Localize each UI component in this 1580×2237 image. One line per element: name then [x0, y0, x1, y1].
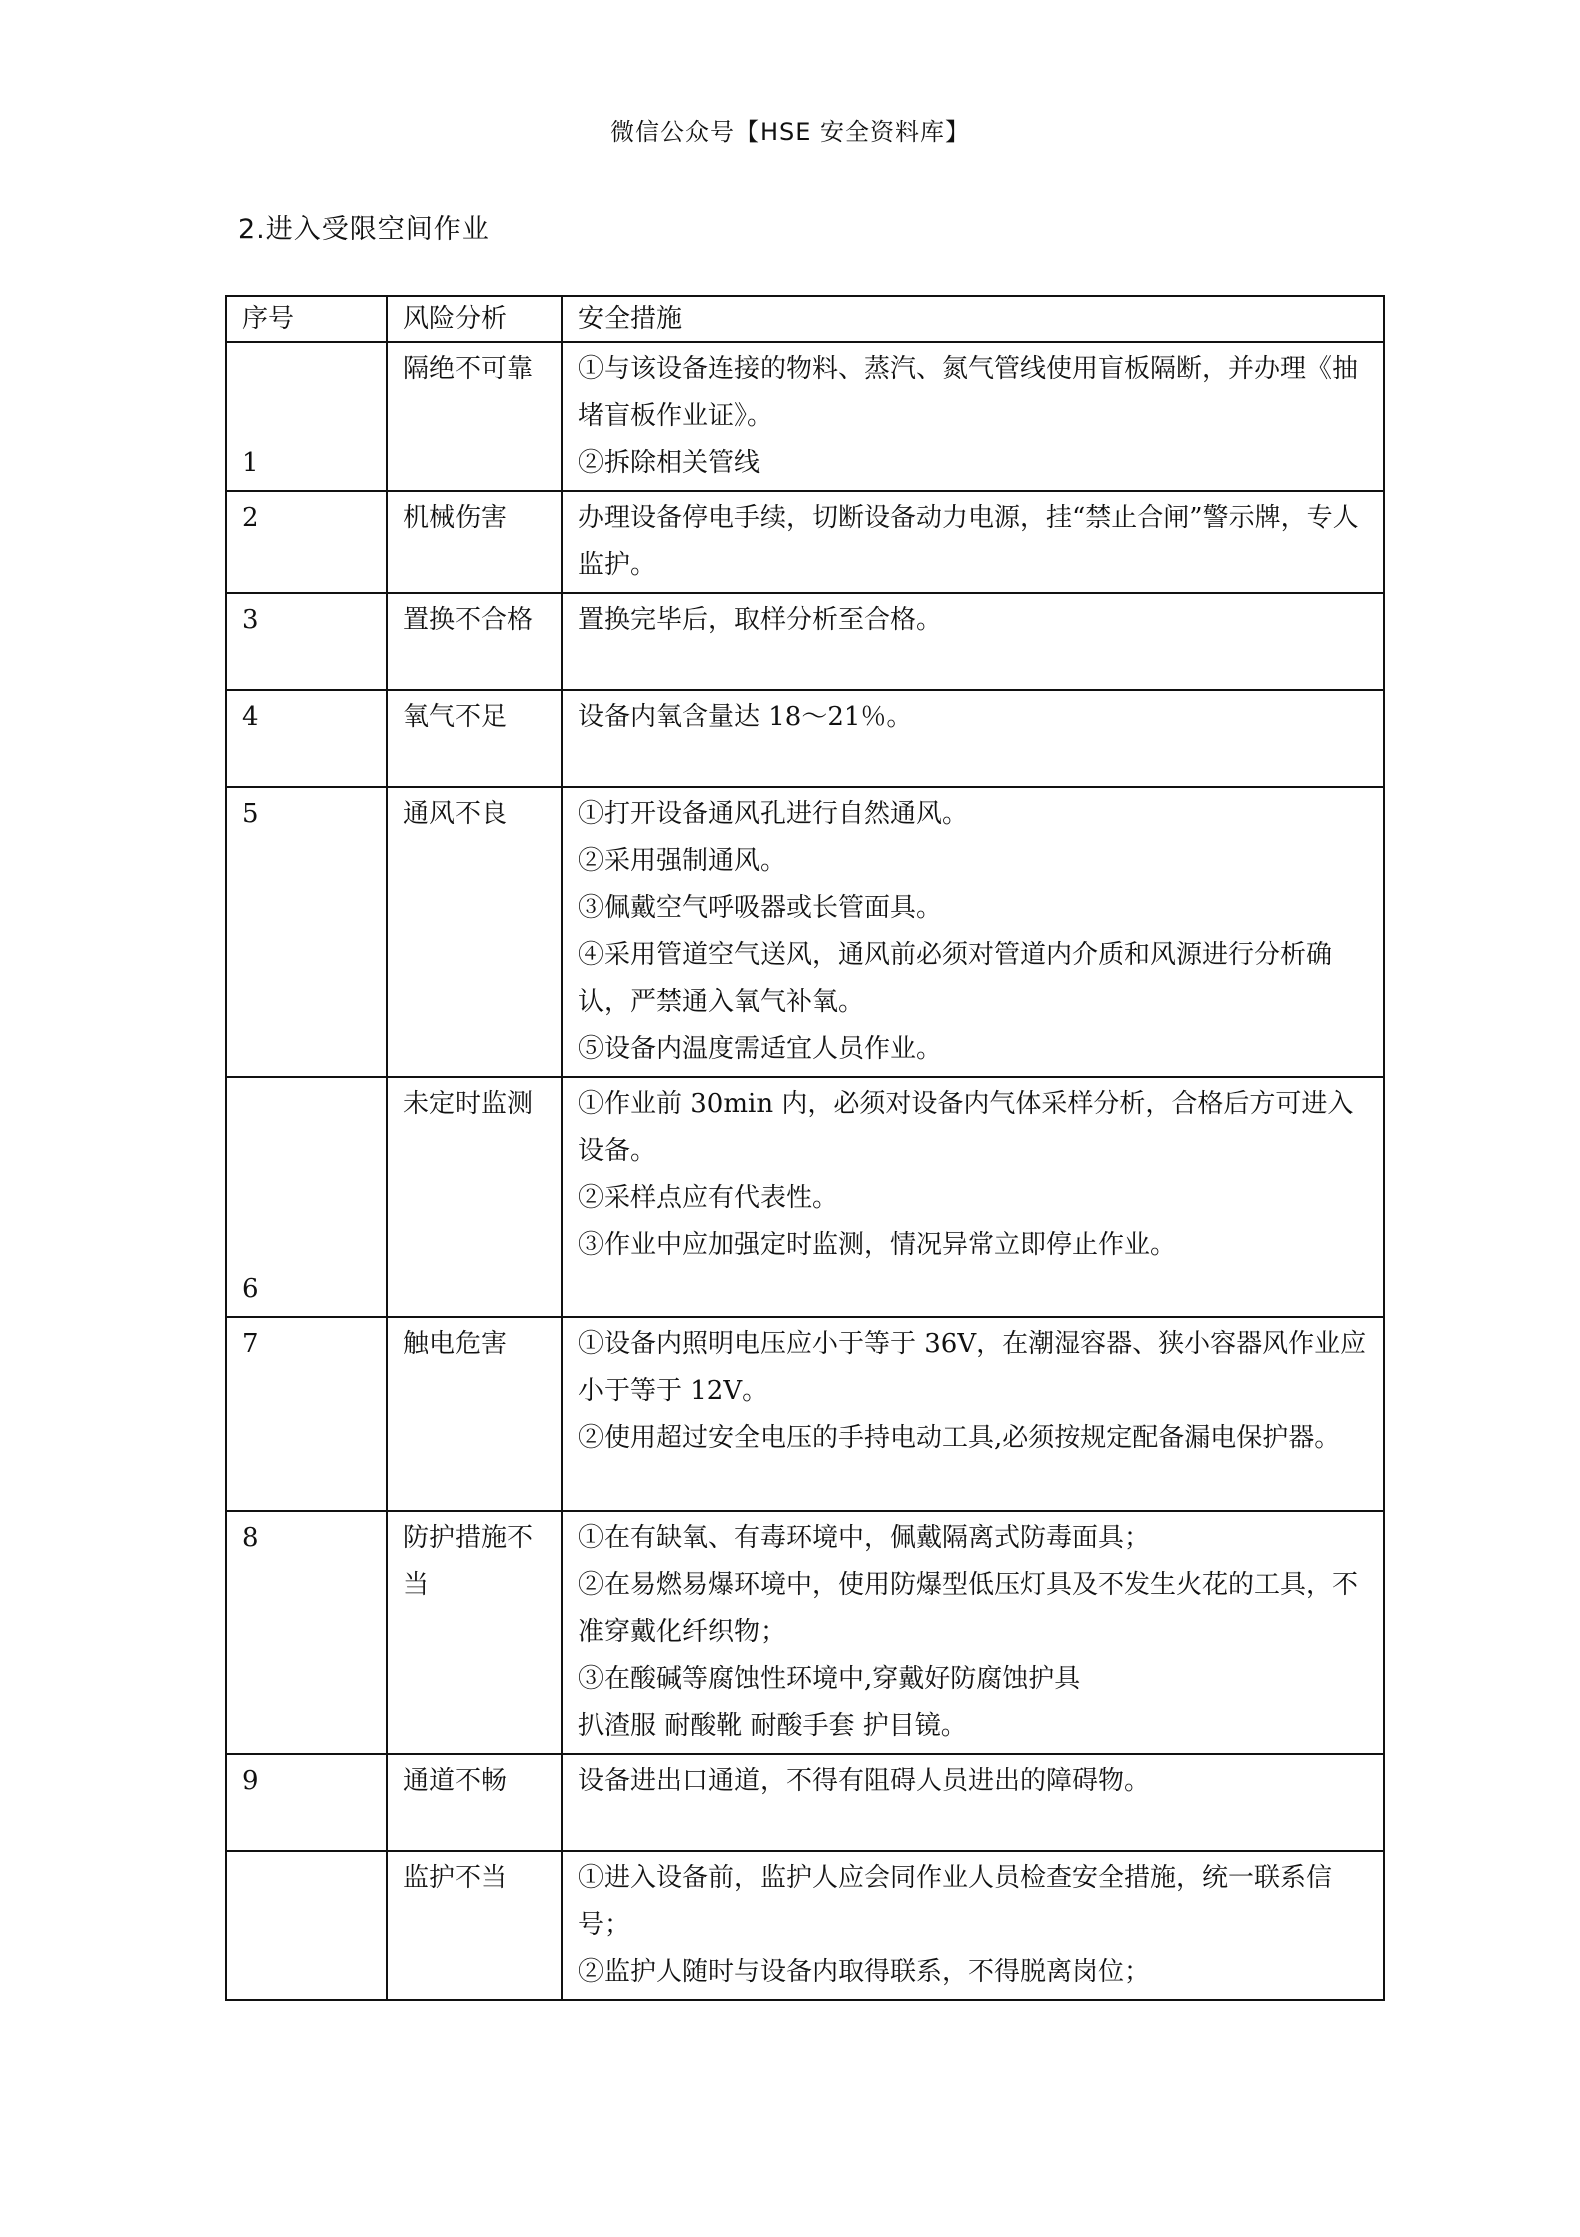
measure-line: 扒渣服 耐酸靴 耐酸手套 护目镜。	[578, 1711, 967, 1741]
table-row	[226, 491, 1384, 593]
row-number: 2	[226, 491, 387, 593]
page-header: 微信公众号【HSE 安全资料库】	[609, 118, 971, 146]
measure-line: ③作业中应加强定时监测，情况异常立即停止作业。	[578, 1230, 1177, 1260]
row-number: 9	[226, 1754, 387, 1851]
measures-cell	[562, 1077, 1384, 1317]
measures-cell	[562, 690, 1384, 787]
measures-cell	[562, 342, 1384, 491]
table-header-row	[226, 296, 1384, 342]
measures-cell	[562, 1317, 1384, 1511]
measure-line: ②监护人随时与设备内取得联系，不得脱离岗位；	[578, 1957, 1151, 1987]
row-number: 7	[226, 1317, 387, 1511]
measure-line: ④采用管道空气送风，通风前必须对管道内介质和风源进行分析确认，严禁通入氧气补氧。	[578, 940, 1333, 1017]
measure-line: ②拆除相关管线	[578, 448, 761, 478]
risk-table	[225, 295, 1385, 2001]
row-number: 8	[226, 1511, 387, 1754]
table-row	[226, 1317, 1384, 1511]
measures-cell	[562, 593, 1384, 690]
measure-line: ①打开设备通风孔进行自然通风。	[578, 799, 969, 829]
measure-line: ②采用强制通风。	[578, 846, 787, 876]
header-risk: 风险分析	[387, 296, 562, 342]
table-row	[226, 787, 1384, 1077]
header-number: 序号	[226, 296, 387, 342]
measure-line: ③佩戴空气呼吸器或长管面具。	[578, 893, 943, 923]
measure-line: ⑤设备内温度需适宜人员作业。	[578, 1034, 943, 1064]
row-number: 6	[226, 1077, 387, 1317]
measures-cell	[562, 491, 1384, 593]
measure-line: ②采样点应有代表性。	[578, 1183, 839, 1213]
measure-line: ①设备内照明电压应小于等于 36V，在潮湿容器、狭小容器风作业应小于等于 12V。	[578, 1329, 1367, 1406]
measure-line: ①作业前 30min 内，必须对设备内气体采样分析，合格后方可进入设备。	[578, 1089, 1354, 1166]
risk-cell: 通道不畅	[387, 1754, 562, 1851]
risk-cell: 隔绝不可靠	[387, 342, 562, 491]
row-number	[226, 1851, 387, 2000]
risk-cell: 通风不良	[387, 787, 562, 1077]
table-row	[226, 1511, 1384, 1754]
table-row	[226, 342, 1384, 491]
measure-line: ②在易燃易爆环境中，使用防爆型低压灯具及不发生火花的工具，不准穿戴化纤织物；	[578, 1570, 1359, 1647]
risk-cell: 未定时监测	[387, 1077, 562, 1317]
risk-cell: 监护不当	[387, 1851, 562, 2000]
measure-line: ②使用超过安全电压的手持电动工具,必须按规定配备漏电保护器。	[578, 1423, 1341, 1453]
risk-cell: 防护措施不当	[387, 1511, 562, 1754]
measure-line: ①进入设备前，监护人应会同作业人员检查安全措施，统一联系信号；	[578, 1863, 1333, 1940]
table-row	[226, 593, 1384, 690]
measures-cell	[562, 1851, 1384, 2000]
table-row	[226, 1754, 1384, 1851]
risk-cell: 触电危害	[387, 1317, 562, 1511]
risk-cell: 置换不合格	[387, 593, 562, 690]
section-title: 2.进入受限空间作业	[238, 214, 490, 245]
measure-line: ①在有缺氧、有毒环境中，佩戴隔离式防毒面具；	[578, 1523, 1151, 1553]
measure-line: 设备内氧含量达 18～21％。	[578, 702, 913, 732]
table-row	[226, 690, 1384, 787]
measure-line: 设备进出口通道，不得有阻碍人员进出的障碍物。	[578, 1766, 1151, 1796]
table-row	[226, 1851, 1384, 2000]
header-measures: 安全措施	[562, 296, 1384, 342]
measure-line: ①与该设备连接的物料、蒸汽、氮气管线使用盲板隔断，并办理《抽堵盲板作业证》。	[578, 354, 1359, 431]
measures-cell	[562, 1754, 1384, 1851]
row-number: 4	[226, 690, 387, 787]
row-number: 1	[226, 342, 387, 491]
risk-cell: 机械伤害	[387, 491, 562, 593]
measures-cell	[562, 787, 1384, 1077]
measure-line: 办理设备停电手续，切断设备动力电源，挂“禁止合闸”警示牌，专人监护。	[578, 503, 1359, 580]
measures-cell	[562, 1511, 1384, 1754]
table-row	[226, 1077, 1384, 1317]
measure-line: 置换完毕后，取样分析至合格。	[578, 605, 943, 635]
measure-line: ③在酸碱等腐蚀性环境中,穿戴好防腐蚀护具	[578, 1664, 1081, 1694]
row-number: 3	[226, 593, 387, 690]
risk-cell: 氧气不足	[387, 690, 562, 787]
row-number: 5	[226, 787, 387, 1077]
